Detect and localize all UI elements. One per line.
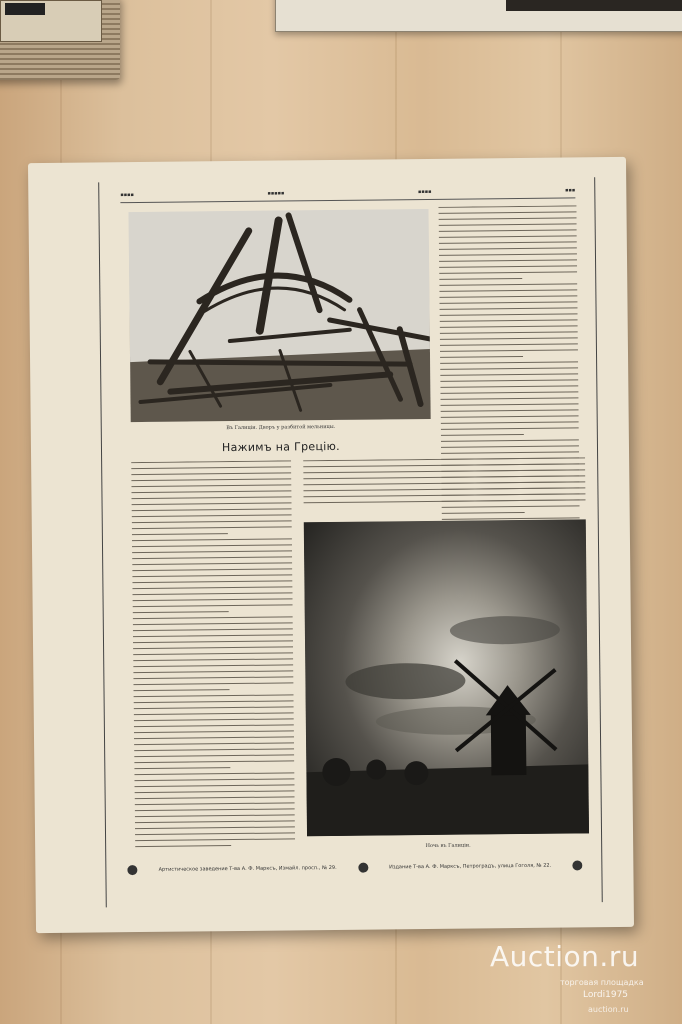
text-line (439, 259, 577, 261)
text-line (134, 736, 294, 739)
magazine-page (28, 157, 634, 933)
text-line (134, 778, 294, 781)
text-line (135, 826, 295, 829)
photo2-caption: Ночь въ Галиціи. (425, 842, 471, 850)
text-line (440, 319, 578, 321)
text-line (440, 325, 578, 327)
text-line (441, 427, 579, 429)
text-line (133, 604, 293, 607)
text-line (442, 512, 525, 514)
text-line (439, 211, 577, 213)
text-line (133, 592, 293, 595)
text-line (440, 343, 578, 345)
text-line (135, 796, 295, 799)
text-line (132, 520, 292, 523)
text-line (441, 409, 579, 411)
text-line (133, 628, 293, 631)
text-line (133, 652, 293, 655)
text-line (132, 562, 292, 565)
text-line (133, 611, 229, 613)
text-line (134, 767, 230, 769)
text-line (440, 379, 578, 381)
text-line (303, 493, 585, 497)
text-line (131, 478, 291, 481)
text-line (439, 241, 577, 243)
text-line (134, 760, 294, 763)
text-line (133, 658, 293, 661)
text-line (135, 802, 295, 805)
night-windmill-photo (304, 519, 589, 836)
text-line (440, 385, 578, 387)
text-line (439, 247, 577, 249)
text-line (134, 772, 294, 775)
text-line (303, 475, 585, 479)
emblem-icon (572, 860, 582, 870)
text-line (441, 439, 579, 441)
text-line (131, 490, 291, 493)
text-line (134, 712, 294, 715)
text-line (134, 706, 294, 709)
watermark-site: auction.ru (588, 1005, 629, 1014)
text-line (135, 845, 231, 847)
text-line (132, 556, 292, 559)
text-line (135, 838, 295, 841)
text-line (440, 397, 578, 399)
text-line (133, 598, 293, 601)
page-header: ▪▪▪▪ ▪▪▪▪▪ ▪▪▪▪ ▪▪▪ (120, 187, 575, 203)
text-line (132, 526, 292, 529)
middle-column-text (303, 457, 586, 512)
text-line (131, 466, 291, 469)
text-line (134, 700, 294, 703)
text-line (440, 313, 578, 315)
emblem-icon (127, 865, 137, 875)
text-line (135, 808, 295, 811)
text-line (134, 724, 294, 727)
text-line (131, 484, 291, 487)
text-line (134, 718, 294, 721)
text-line (133, 646, 293, 649)
text-line (439, 295, 577, 297)
eagle-emblem-icon (358, 863, 368, 873)
text-line (439, 253, 577, 255)
text-line (132, 502, 292, 505)
text-line (133, 616, 293, 619)
text-line (132, 538, 292, 541)
text-line (135, 814, 295, 817)
text-line (439, 283, 577, 285)
text-line (134, 694, 294, 697)
text-line (303, 463, 585, 467)
text-line (133, 634, 293, 637)
text-line (135, 832, 295, 835)
text-line (440, 307, 578, 309)
text-line (135, 820, 295, 823)
text-line (132, 586, 292, 589)
text-line (441, 421, 579, 423)
text-line (439, 217, 577, 219)
text-line (131, 472, 291, 475)
text-line (438, 205, 576, 207)
text-line (132, 550, 292, 553)
text-line (441, 434, 524, 436)
top-magazine (275, 0, 682, 32)
windmill-ruins-photo (129, 209, 431, 422)
text-line (134, 730, 294, 733)
text-line (440, 361, 578, 363)
watermark-user: Lordi1975 (583, 990, 629, 1000)
watermark-brand: Auction.ru (490, 940, 640, 973)
text-line (440, 349, 578, 351)
text-line (134, 689, 230, 691)
text-line (440, 356, 523, 358)
text-line (131, 496, 291, 499)
text-line (135, 784, 295, 787)
text-line (132, 580, 292, 583)
text-line (133, 670, 293, 673)
text-line (439, 289, 577, 291)
footer-right-text: Издание Т-ва А. Ф. Марксъ, Петроградъ, улица Гоголя, № 22. (389, 862, 552, 871)
text-line (441, 451, 579, 453)
text-line (132, 574, 292, 577)
text-line (439, 223, 577, 225)
text-line (303, 481, 585, 485)
text-line (439, 235, 577, 237)
text-line (132, 533, 228, 535)
text-line (439, 229, 577, 231)
text-line (133, 682, 293, 685)
text-line (132, 544, 292, 547)
text-line (441, 415, 579, 417)
text-line (133, 664, 293, 667)
text-line (440, 367, 578, 369)
text-line (303, 487, 585, 491)
text-line (439, 278, 522, 280)
text-line (133, 640, 293, 643)
text-line (439, 301, 577, 303)
text-line (133, 622, 293, 625)
footer-left-text: Артистическое заведение Т-ва А. Ф. Марксъ, Измайл. просп., № 29. (158, 864, 337, 873)
text-line (441, 403, 579, 405)
text-line (439, 271, 577, 273)
text-line (132, 568, 292, 571)
text-line (134, 742, 294, 745)
text-line (440, 373, 578, 375)
text-line (440, 331, 578, 333)
text-line (132, 514, 292, 517)
left-column-text (131, 460, 295, 852)
text-line (303, 469, 585, 473)
text-line (440, 391, 578, 393)
watermark-subtitle: торговая площадка (560, 978, 644, 987)
magazine-stack (0, 0, 120, 80)
text-line (132, 508, 292, 511)
text-line (134, 754, 294, 757)
text-line (304, 499, 586, 503)
article-title: Нажимъ на Грецію. (221, 439, 341, 455)
photo1-caption: Въ Галиціи. Дворъ у разбитой мельницы. (226, 423, 336, 432)
text-line (440, 337, 578, 339)
text-line (134, 748, 294, 751)
text-line (135, 790, 295, 793)
text-line (441, 445, 579, 447)
text-line (439, 265, 577, 267)
text-line (133, 676, 293, 679)
